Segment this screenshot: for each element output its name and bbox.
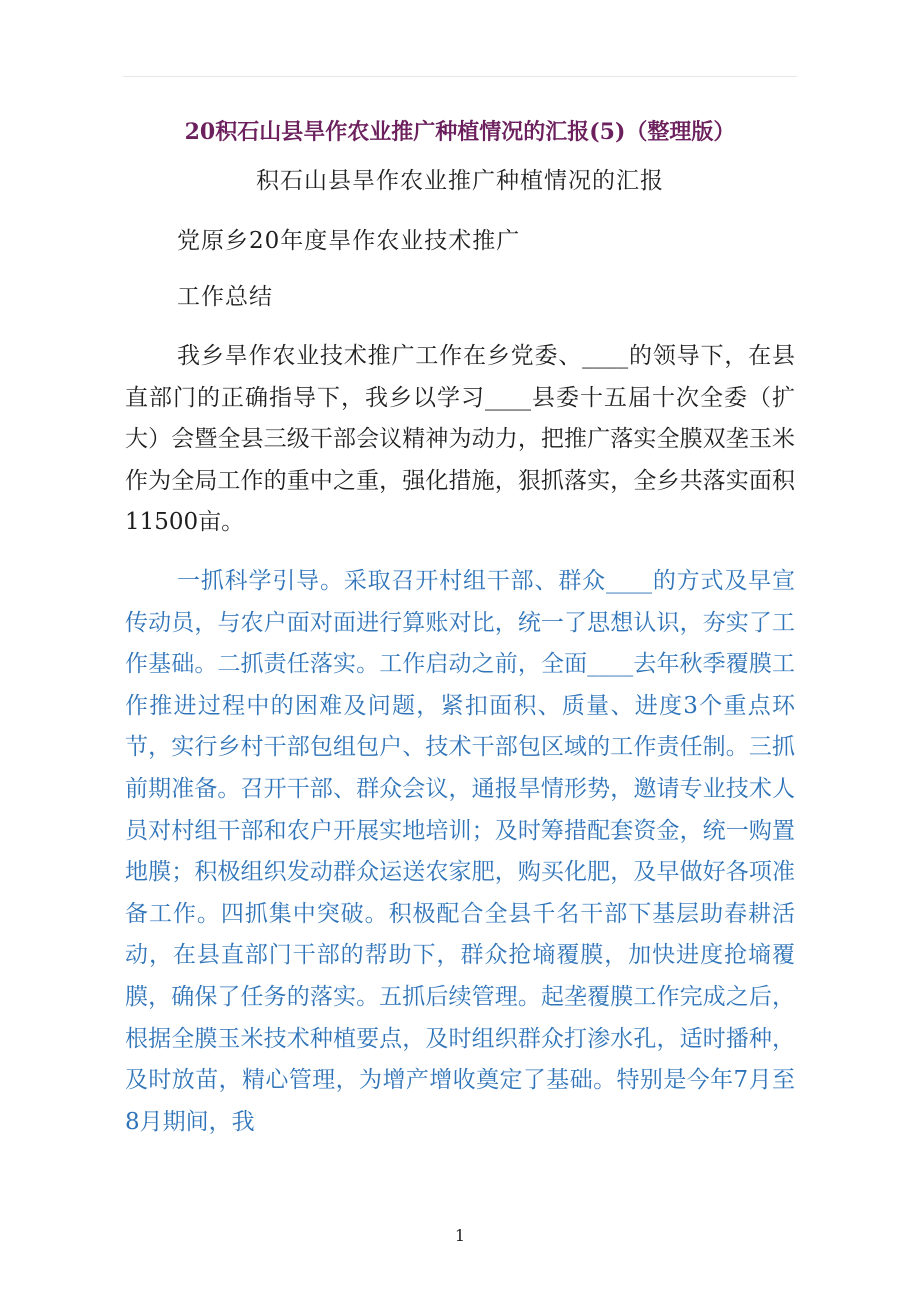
page-number: 1	[454, 1226, 466, 1245]
section-heading-line-2: 工作总结	[177, 284, 273, 310]
header-rule	[123, 76, 797, 77]
document-title: 20积石山县旱作农业推广种植情况的汇报(5)（整理版）	[184, 119, 736, 145]
document-subtitle: 积石山县旱作农业推广种植情况的汇报	[256, 168, 664, 194]
body-paragraph-intro: 我乡旱作农业技术推广工作在乡党委、____的领导下，在县直部门的正确指导下，我乡以学习____县委十五届十次全委（扩大）会暨全县三级干部会议精神为动力，把推广落实全膜双垄玉米作为全局工作的重中之重，强化措施，狠抓落实，全乡共落实面积11500亩。	[125, 343, 795, 536]
section-heading-line-1: 党原乡20年度旱作农业技术推广	[177, 228, 521, 254]
body-paragraph-measures: 一抓科学引导。采取召开村组干部、群众____的方式及早宣传动员，与农户面对面进行算账对比，统一了思想认识，夯实了工作基础。二抓责任落实。工作启动之前，全面____去年秋季覆膜工作推进过程中的困难及问题，紧扣面积、质量、进度3个重点环节，实行乡村干部包组包户、技术干部包区域的工作责任制。三抓前期准备。召开干部、群众会议，通报旱情形势，邀请专业技术人员对村组干部和农户开展实地培训；及时筹措配套资金，统一购置地膜；积极组织发动群众运送农家肥，购买化肥，及早做好各项准备工作。四抓集中突破。积极配合全县千名干部下基层助春耕活动，在县直部门干部的帮助下，群众抢墒覆膜，加快进度抢墒覆膜，确保了任务的落实。五抓后续管理。起垄覆膜工作完成之后，根据全膜玉米技术种植要点，及时组织群众打渗水孔，适时播种，及时放苗，精心管理，为增产增收奠定了基础。特别是今年7月至8月期间，我	[125, 568, 795, 1135]
